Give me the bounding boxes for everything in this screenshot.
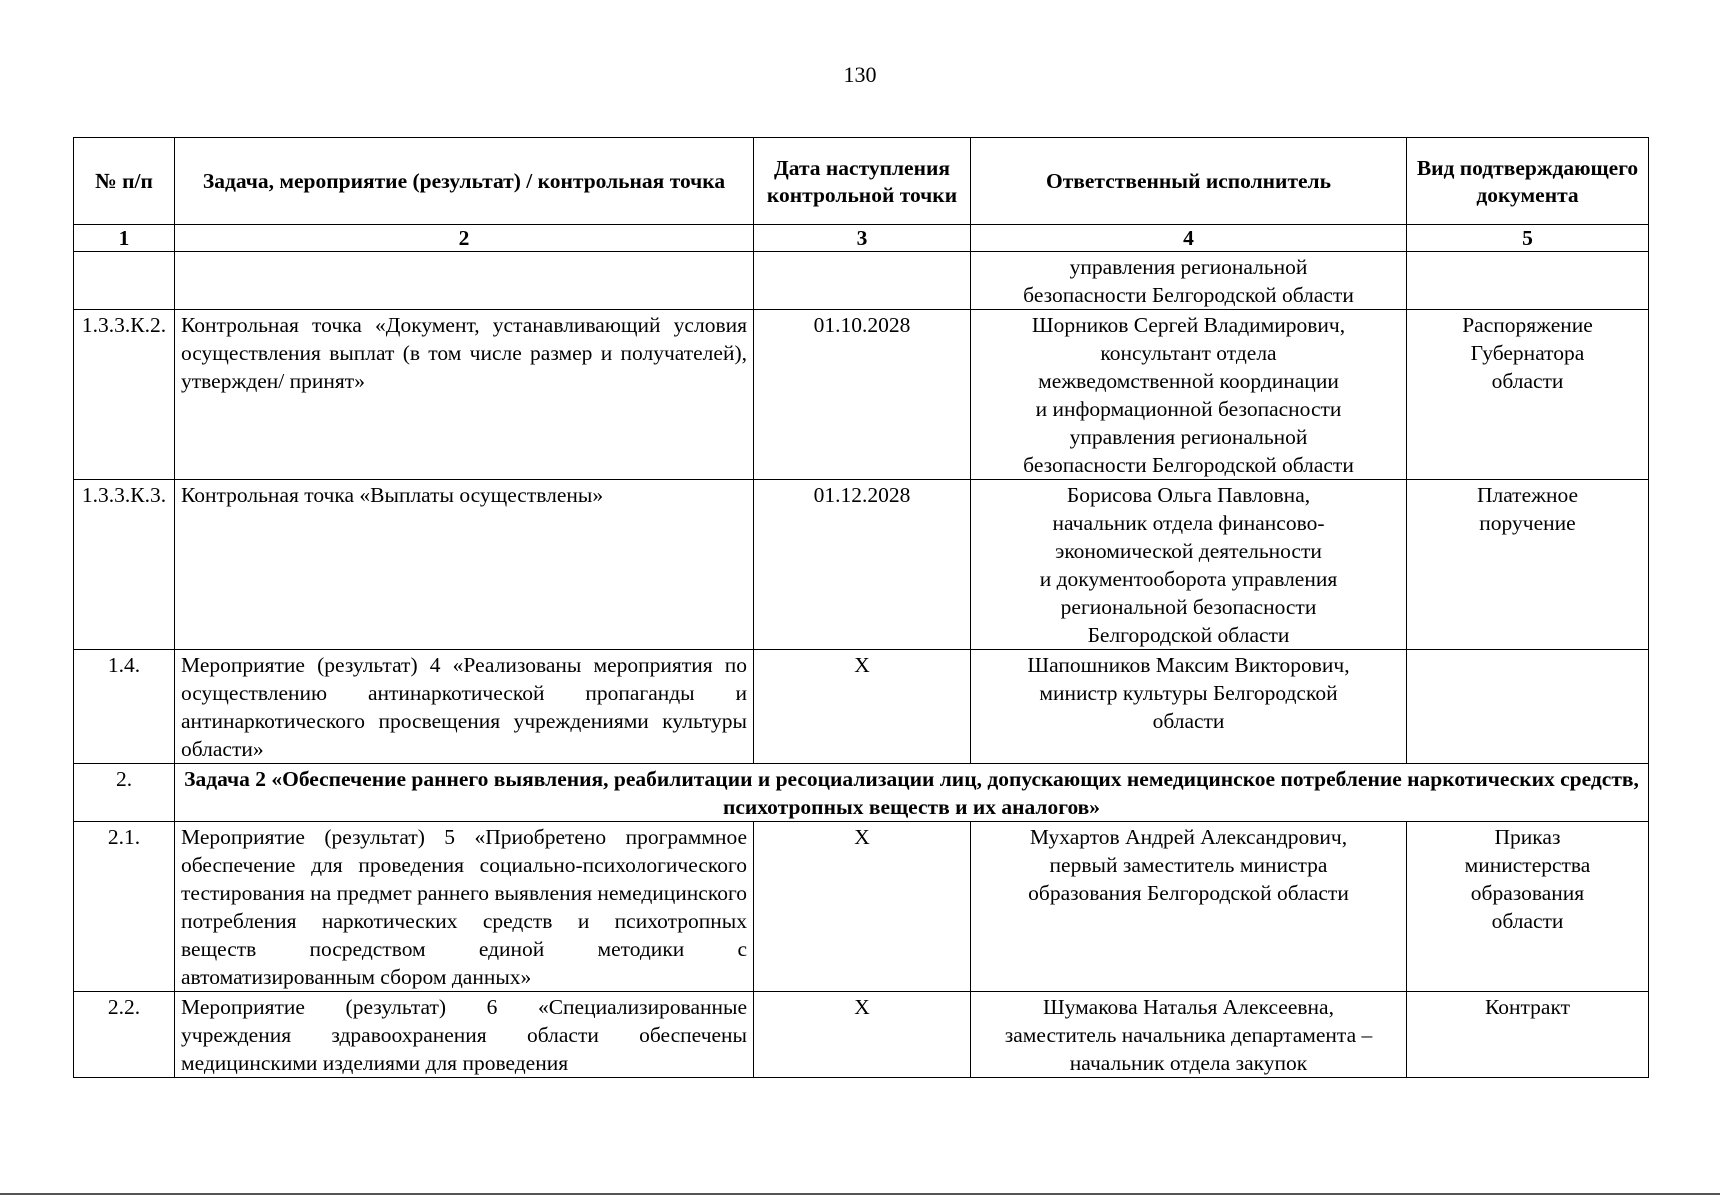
document-line: Платежное bbox=[1476, 483, 1579, 507]
table-row-continuation bbox=[74, 252, 1649, 310]
executor-line: Белгородской области bbox=[1087, 623, 1290, 647]
executor-line: начальник отдела финансово- bbox=[1052, 511, 1325, 535]
cell-number: 1.3.3.К.3. bbox=[74, 480, 175, 650]
executor-line: безопасности Белгородской области bbox=[1023, 283, 1354, 307]
cell-number: 1.4. bbox=[74, 650, 175, 764]
table-row bbox=[74, 310, 1649, 480]
document-line: министерства bbox=[1464, 853, 1591, 877]
executor-line: первый заместитель министра bbox=[1049, 853, 1328, 877]
column-number: 4 bbox=[971, 225, 1407, 252]
executor-line: Шорников Сергей Владимирович, bbox=[1031, 313, 1346, 337]
cell-task bbox=[175, 252, 754, 310]
document-line: Распоряжение bbox=[1462, 313, 1593, 337]
executor-line: и информационной безопасности bbox=[1035, 397, 1342, 421]
document-line: образования bbox=[1470, 881, 1585, 905]
cell-task: Мероприятие (результат) 5 «Приобретено программное обеспечение для проведения социально-психологического тестирования на предмет раннего выявления немедицинского потребления наркотических средств и психотропных веществ посредством единой методики с автоматизированным сбором данных» bbox=[175, 822, 754, 992]
cell-executor bbox=[971, 480, 1407, 650]
cell-number: 2. bbox=[74, 764, 175, 822]
executor-line: и документооборота управления bbox=[1039, 567, 1338, 591]
task-title: Задача 2 «Обеспечение раннего выявления, реабилитации и ресоциализации лиц, допускающих немедицинское потребление наркотических средств, психотропных веществ и их аналогов» bbox=[175, 764, 1649, 822]
document-line: области bbox=[1491, 909, 1564, 933]
executor-line: образования Белгородской области bbox=[1028, 881, 1349, 905]
column-number: 2 bbox=[175, 225, 754, 252]
cell-task: Мероприятие (результат) 6 «Специализированные учреждения здравоохранения области обеспечены медицинскими изделиями для проведения bbox=[175, 992, 754, 1078]
cell-document bbox=[1407, 252, 1649, 310]
control-points-table bbox=[73, 137, 1649, 1078]
executor-line: экономической деятельности bbox=[1055, 539, 1322, 563]
task-row bbox=[74, 764, 1649, 822]
header-number: № п/п bbox=[74, 138, 175, 225]
cell-date: Х bbox=[754, 650, 971, 764]
cell-date: Х bbox=[754, 992, 971, 1078]
cell-date: 01.10.2028 bbox=[754, 310, 971, 480]
executor-line: Шумакова Наталья Алексеевна, bbox=[1043, 995, 1334, 1019]
cell-number bbox=[74, 252, 175, 310]
cell-document bbox=[1407, 822, 1649, 992]
executor-line: заместитель начальника департамента – bbox=[1004, 1023, 1373, 1047]
cell-executor bbox=[971, 822, 1407, 992]
table-row bbox=[74, 822, 1649, 992]
cell-document bbox=[1407, 650, 1649, 764]
document-line: области bbox=[1491, 369, 1564, 393]
table-header-row bbox=[74, 138, 1649, 225]
executor-line: начальник отдела закупок bbox=[1069, 1051, 1308, 1075]
cell-task: Контрольная точка «Выплаты осуществлены» bbox=[175, 480, 754, 650]
executor-line: консультант отдела bbox=[1100, 341, 1277, 365]
cell-task: Мероприятие (результат) 4 «Реализованы мероприятия по осуществлению антинаркотической пропаганды и антинаркотического просвещения учреждениями культуры области» bbox=[175, 650, 754, 764]
document-line: Приказ bbox=[1494, 825, 1561, 849]
cell-executor bbox=[971, 992, 1407, 1078]
executor-line: межведомственной координации bbox=[1038, 369, 1339, 393]
header-date: Дата наступления контрольной точки bbox=[754, 138, 971, 225]
cell-document bbox=[1407, 310, 1649, 480]
column-number: 3 bbox=[754, 225, 971, 252]
column-number: 5 bbox=[1407, 225, 1649, 252]
cell-date: Х bbox=[754, 822, 971, 992]
cell-number: 1.3.3.К.2. bbox=[74, 310, 175, 480]
page-number: 130 bbox=[843, 62, 877, 87]
cell-executor bbox=[971, 310, 1407, 480]
header-document: Вид подтверждающего документа bbox=[1407, 138, 1649, 225]
document-line: поручение bbox=[1479, 511, 1576, 535]
cell-task: Контрольная точка «Документ, устанавливающий условия осуществления выплат (в том числе размер и получателей), утвержден/ принят» bbox=[175, 310, 754, 480]
table-row bbox=[74, 992, 1649, 1078]
executor-line: Шапошников Максим Викторович, bbox=[1027, 653, 1350, 677]
cell-date bbox=[754, 252, 971, 310]
header-executor: Ответственный исполнитель bbox=[971, 138, 1407, 225]
table-row bbox=[74, 480, 1649, 650]
executor-line: управления региональной bbox=[1069, 255, 1308, 279]
executor-line: министр культуры Белгородской bbox=[1039, 681, 1338, 705]
cell-executor bbox=[971, 252, 1407, 310]
executor-line: безопасности Белгородской области bbox=[1023, 453, 1354, 477]
header-task: Задача, мероприятие (результат) / контрольная точка bbox=[175, 138, 754, 225]
table-row bbox=[74, 650, 1649, 764]
document-line: Губернатора bbox=[1470, 341, 1585, 365]
cell-document bbox=[1407, 992, 1649, 1078]
executor-line: Борисова Ольга Павловна, bbox=[1066, 483, 1311, 507]
cell-number: 2.1. bbox=[74, 822, 175, 992]
document-line: Контракт bbox=[1484, 995, 1571, 1019]
executor-line: Мухартов Андрей Александрович, bbox=[1029, 825, 1348, 849]
page-bottom-rule bbox=[0, 1193, 1720, 1195]
executor-line: управления региональной bbox=[1069, 425, 1308, 449]
cell-number: 2.2. bbox=[74, 992, 175, 1078]
cell-executor bbox=[971, 650, 1407, 764]
cell-document bbox=[1407, 480, 1649, 650]
executor-line: региональной безопасности bbox=[1060, 595, 1317, 619]
executor-line: области bbox=[1152, 709, 1225, 733]
column-number: 1 bbox=[74, 225, 175, 252]
column-number-row bbox=[74, 225, 1649, 252]
cell-date: 01.12.2028 bbox=[754, 480, 971, 650]
